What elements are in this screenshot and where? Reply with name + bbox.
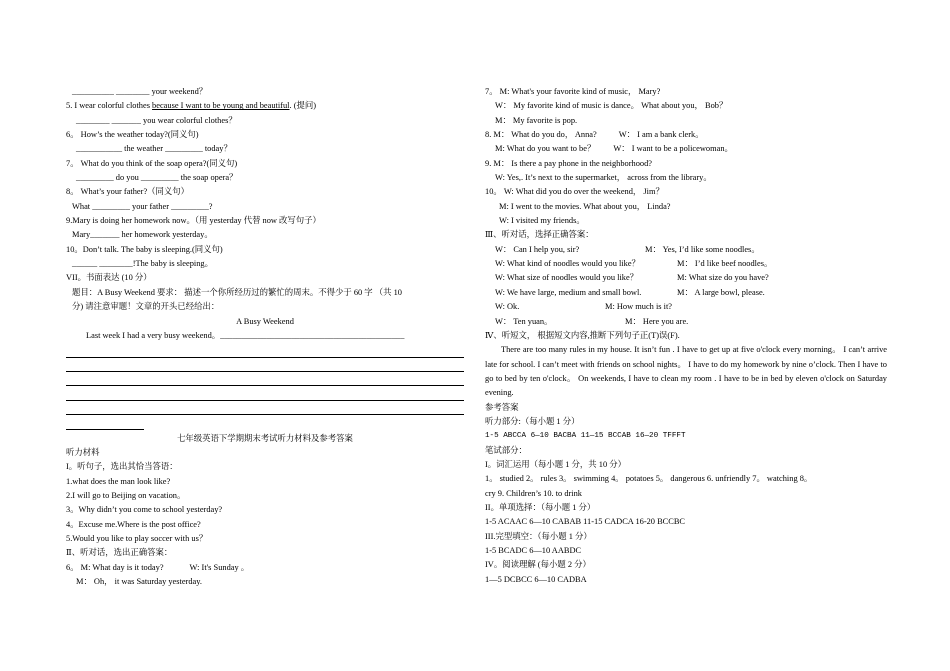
conversation-line-2 — [485, 257, 887, 271]
cloze-heading: III.完型填空：（每小题 1 分） — [485, 531, 592, 541]
conversation-w: W: What kind of noodles would you like？ — [495, 259, 640, 269]
answer-key-title: 七年级英语下学期期末考试听力材料及参考答案 — [177, 433, 353, 443]
writing-line — [66, 372, 464, 386]
question-8-answer: What _________ your father _________? — [72, 201, 213, 211]
question-5-underlined: because I want to be young and beautiful — [152, 101, 290, 111]
essay-prompt-line-1: 题目：A Busy Weekend 要求： 描述一个你所经历过的繁忙的周末。不得少于 60 字 （共 10 — [72, 287, 402, 297]
writing-line — [66, 386, 464, 400]
conversation-w: W: Ok. — [495, 302, 520, 312]
section-7-heading: VII。书面表达 (10 分） — [66, 273, 152, 283]
conversation-w: W: What size of noodles would you like？ — [495, 273, 639, 283]
reading-heading: IV。阅读理解 (每小题 2 分） — [485, 560, 591, 570]
part-1-heading: I。听句子，选出其恰当答语： — [66, 462, 178, 472]
dialogue-8-m2: M: What do you want to be？ — [495, 144, 596, 154]
sentence-4: 4。Excuse me.Where is the post office? — [66, 519, 201, 529]
part-4-heading: Ⅳ、听短文， 根据短文内容,推断下列句子正(T)误(F). — [485, 330, 680, 340]
conversation-w: W: We have large, medium and small bowl. — [495, 287, 642, 297]
dialogue-6-line-2: M： Oh， it was Saturday yesterday. — [76, 576, 202, 586]
sentence-1: 1.what does the man look like? — [66, 476, 171, 486]
writing-line-short — [66, 415, 144, 429]
conversation-m: M： Yes, I’d like some noodles。 — [645, 244, 760, 254]
essay-prompt-line-2: 分) 请注意审题！文章的开头已经给出： — [72, 302, 220, 312]
question-5-instruction: . (提问) — [289, 101, 317, 111]
dialogue-10-line-2: M: I went to the movies. What about you， Linda? — [499, 201, 671, 211]
question-7: 7。 What do you think of the soap opera?(同义句) — [66, 158, 238, 168]
dialogue-10-line-1: 10。 W: What did you do over the weekend， Jim？ — [485, 187, 664, 197]
right-column — [485, 85, 887, 587]
sentence-3: 3。Why didn’t you come to school yesterday? — [66, 505, 223, 515]
dialogue-8-w: W： I am a bank clerk。 — [618, 130, 704, 140]
listening-answers: 1-5 ABCCA 6—10 BACBA 11—15 BCCAB 16—20 TFFFT — [485, 432, 686, 441]
dialogue-7-line-2: W： My favorite kind of music is dance。 What about you， Bob？ — [495, 101, 728, 111]
question-10-answer: ______ ________!The baby is sleeping。 — [72, 259, 213, 269]
part-2-heading: Ⅱ、听对话，选出正确答案： — [66, 548, 173, 558]
question-5 — [66, 99, 464, 113]
writing-line — [66, 343, 464, 357]
dialogue-9-line-1: 9. M： Is there a pay phone in the neighborhood? — [485, 158, 652, 168]
writing-line — [66, 358, 464, 372]
single-choice-heading: II。单项选择：（每小题 1 分） — [485, 502, 596, 512]
dialogue-7-line-3: M： My favorite is pop. — [495, 115, 578, 125]
dialogue-6-w: W: It's Sunday 。 — [189, 562, 250, 572]
part-3-heading: Ⅲ、听对话，选择正确答案： — [485, 230, 594, 240]
conversation-m: M: What size do you have? — [677, 273, 769, 283]
dialogue-8-m: 8. M： What do you do， Anna? — [485, 130, 597, 140]
dialogue-10-line-3: W: I visited my friends。 — [499, 216, 585, 226]
sentence-2: 2.I will go to Beijing on vacation。 — [66, 490, 186, 500]
conversation-line-5 — [485, 300, 887, 314]
question-6-answer: ___________ the weather _________ today？ — [76, 144, 232, 154]
question-10: 10。Don’t talk. The baby is sleeping.(同义句) — [66, 244, 223, 254]
single-choice-answers: 1-5 ACAAC 6—10 CABAB 11-15 CADCA 16-20 BCCBC — [485, 517, 686, 527]
reading-answers: 1—5 DCBCC 6—10 CADBA — [485, 574, 587, 584]
dialogue-6-m: 6。 M: What day is it today? — [66, 562, 164, 572]
listening-material-heading: 听力材料 — [66, 447, 100, 457]
listening-part-heading: 听力部分:（每小题 1 分） — [485, 416, 580, 426]
cloze-answers: 1-5 BCADC 6—10 AABDC — [485, 546, 582, 555]
dialogue-8-w2: W： I want to be a policewoman。 — [613, 144, 733, 154]
conversation-line-6 — [485, 315, 887, 329]
sentence-5: 5.Would you like to play soccer with us？ — [66, 533, 208, 543]
conversation-m: M： Here you are. — [625, 316, 689, 326]
vocabulary-answers-2: cry 9. Children’s 10. to drink — [485, 488, 582, 498]
passage: There are too many rules in my house. It isn’t fun . I have to get up at five o'clock every morning。 I can’t arrive late for school. I can’t meet with friends on school nights。 I have to do my homework by nine o’clock. Then I have to go to bed by ten o'clock。 On weekends, I have to clean my room . I have to be in bed by eleven o'clock on Saturday evening. — [485, 345, 887, 398]
conversation-m: M： A large bowl, please. — [677, 287, 765, 297]
conversation-w: W： Ten yuan。 — [495, 316, 553, 326]
vocabulary-answers-1: 1。 studied 2。 rules 3。 swimming 4。 potatoes 5。 dangerous 6. unfriendly 7。 watching 8。 — [485, 474, 813, 484]
vocabulary-heading: I。词汇运用（每小题 1 分，共 10 分） — [485, 459, 626, 469]
question-9-answer: Mary_______ her homework yesterday。 — [72, 230, 213, 240]
conversation-line-4 — [485, 286, 887, 300]
essay-title: A Busy Weekend — [236, 316, 294, 326]
question-8: 8。 What’s your father?（同义句） — [66, 187, 190, 197]
dialogue-6-line-1 — [66, 561, 464, 575]
essay-start: Last week I had a very busy weekend。____________________________________________ — [86, 330, 405, 340]
conversation-line-3 — [485, 271, 887, 285]
dialogue-8-line-2 — [485, 142, 887, 156]
conversation-line-1 — [485, 243, 887, 257]
writing-line — [66, 401, 464, 415]
answers-heading: 参考答案 — [485, 402, 519, 412]
question-7-answer: _________ do you _________ the soap opera？ — [76, 173, 238, 183]
conversation-w: W： Can I help you, sir? — [495, 244, 580, 254]
conversation-m: M: How much is it? — [605, 302, 672, 312]
dialogue-7-line-1: 7。 M: What's your favorite kind of music， Mary? — [485, 87, 661, 96]
question-4-blank: __________ ________ your weekend？ — [72, 87, 208, 96]
question-5-text: 5. I wear colorful clothes — [66, 101, 153, 111]
dialogue-8-line-1 — [485, 128, 887, 142]
left-column — [66, 85, 464, 589]
question-9: 9.Mary is doing her homework now。（用 yesterday 代替 now 改写句子） — [66, 216, 321, 226]
question-5-answer: ________ _______ you wear colorful clothes？ — [76, 115, 237, 125]
question-6: 6。 How’s the weather today?(同义句) — [66, 130, 199, 140]
written-part-heading: 笔试部分： — [485, 445, 527, 455]
dialogue-9-line-2: W: Yes,. It’s next to the supermarket， across from the library。 — [495, 173, 712, 183]
conversation-m: M： I’d like beef noodles。 — [677, 259, 773, 269]
